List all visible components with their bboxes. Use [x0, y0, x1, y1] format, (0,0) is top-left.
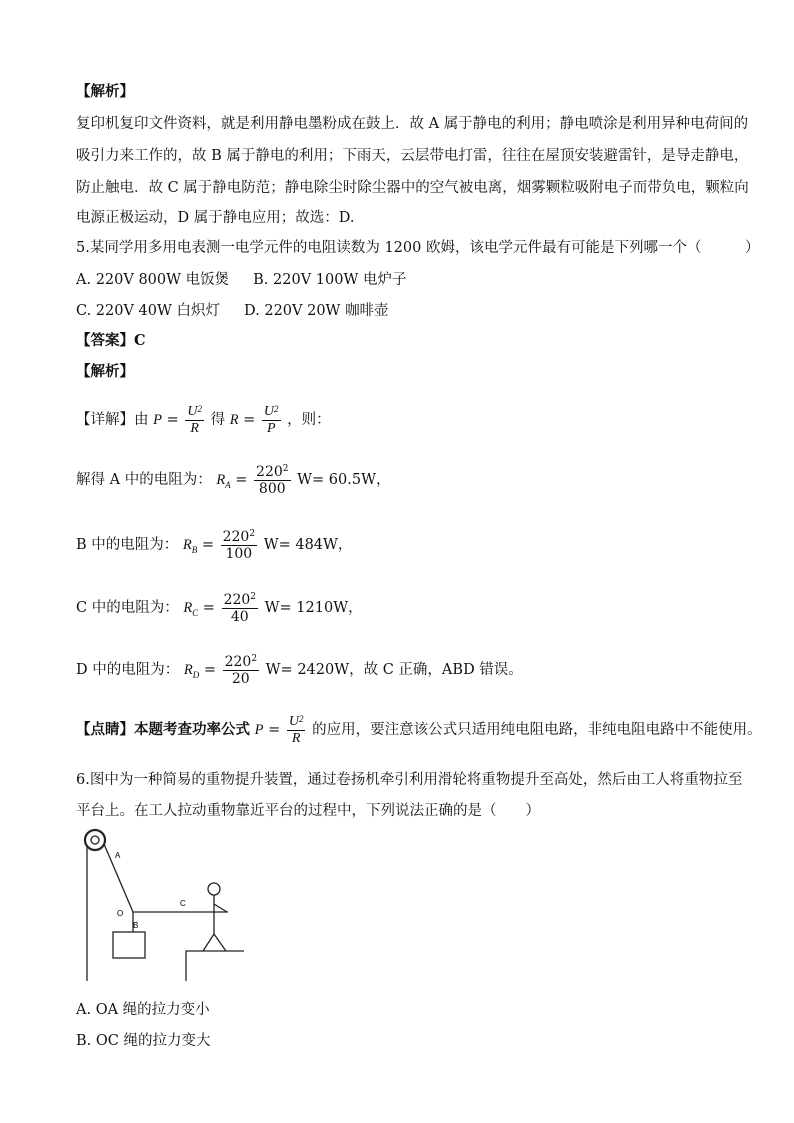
rd-fraction: [223, 654, 259, 687]
rb-label: B 中的电阻为：: [76, 537, 179, 553]
ra-symbol: $R_A$: [216, 472, 231, 490]
rd-result: W= 2420W，故 C 正确，ABD 错误。: [265, 662, 523, 678]
tip-fraction: [287, 714, 306, 747]
worker-head: [208, 883, 220, 895]
analysis-line-1: 复印机复印文件资料，就是利用静电墨粉成在鼓上．故 A 属于静电的利用；静电喷涂是利用异种电荷间的: [76, 116, 749, 132]
formula-eq-2: =: [243, 412, 256, 428]
pulley-wheel: [85, 830, 105, 850]
question-6-stem-2: 平台上。在工人拉动重物靠近平台的过程中，下列说法正确的是（ ）: [76, 803, 540, 819]
q5-option-a: A. 220V 800W 电饭煲: [76, 272, 230, 288]
q5-rc-line: [76, 588, 363, 633]
analysis-line-3: 防止触电．故 C 属于静电防范；静电除尘时除尘器中的空气被电离，烟雾颗粒吸附电子而带负电，颗粒向: [76, 180, 749, 196]
detail-mid: 得: [210, 412, 226, 428]
tip-prefix: 【点睛】本题考查功率公式: [76, 721, 250, 738]
q5-tip-line: [76, 710, 762, 750]
q5-detail-line: [76, 400, 331, 440]
rc-result: W= 1210W，: [264, 600, 363, 616]
fraction-denominator: R: [190, 420, 199, 436]
fraction-numerator: $U^2$: [187, 403, 202, 419]
question-5-stem: 5.某同学用多用电表测一电学元件的电阻读数为 1200 欧姆，该电学元件最有可能是下列哪一个（ ）: [76, 240, 760, 256]
label-b: B: [133, 921, 139, 930]
ra-fraction: [254, 464, 290, 497]
fraction-u2-over-r: [185, 404, 204, 437]
worker-legs: [203, 934, 226, 951]
rc-fraction: [222, 592, 258, 625]
q6-option-a: A. OA 绳的拉力变小: [76, 1002, 210, 1018]
ra-denominator: 800: [258, 480, 286, 497]
weight-box: [113, 932, 145, 958]
rd-label: D 中的电阻为：: [76, 662, 180, 678]
rb-eq: =: [201, 537, 214, 553]
q6-option-b: B. OC 绳的拉力变大: [76, 1033, 211, 1049]
rc-label: C 中的电阻为：: [76, 600, 179, 616]
q5-option-d: D. 220V 20W 咖啡壶: [244, 303, 389, 319]
detail-prefix: 【详解】由: [76, 412, 149, 428]
rd-symbol: $R_D$: [183, 662, 200, 680]
ra-result: W= 60.5W，: [297, 472, 391, 488]
rc-symbol: $R_C$: [183, 600, 199, 618]
formula-eq: =: [166, 412, 179, 428]
pulley-diagram: [76, 828, 246, 986]
rb-fraction: [221, 529, 257, 562]
rb-result: W= 484W，: [263, 537, 353, 553]
question-6-stem-1: 6.图中为一种简易的重物提升装置，通过卷扬机牵引利用滑轮将重物提升至高处，然后由工人将重物拉至: [76, 772, 743, 788]
tip-formula-eq: =: [268, 722, 281, 738]
analysis-line-4: 电源正极运动，D 属于静电应用；故选：D.: [76, 210, 355, 226]
question-5-options-row-1: [76, 270, 406, 290]
formula-p: P: [153, 412, 162, 428]
rb-denominator: 100: [225, 545, 253, 562]
question-5-options-row-2: [76, 301, 389, 321]
q5-rd-line: [76, 650, 523, 695]
label-c: C: [180, 899, 186, 908]
tip-numerator: $U^2$: [288, 713, 304, 729]
rb-symbol: $R_B$: [182, 537, 198, 555]
rc-denominator: 40: [230, 608, 249, 625]
fraction-u2-over-p: [262, 404, 281, 437]
q5-answer: 【答案】C: [76, 332, 146, 349]
tip-formula-p: P: [254, 722, 264, 738]
label-a: A: [115, 851, 121, 860]
fraction-denominator: P: [266, 420, 276, 436]
tip-suffix: 的应用，要注意该公式只适用纯电阻电路，非纯电阻电路中不能使用。: [312, 722, 762, 738]
rc-eq: =: [202, 600, 215, 616]
rb-numerator: $220^2$: [222, 528, 256, 545]
rd-denominator: 20: [231, 670, 250, 687]
rd-eq: =: [203, 662, 216, 678]
q5-rb-line: [76, 525, 352, 570]
platform: [186, 951, 244, 981]
label-o: O: [117, 909, 124, 918]
rc-numerator: $220^2$: [223, 591, 257, 608]
formula-r: R: [229, 412, 239, 428]
worker-arm: [214, 904, 227, 912]
ra-numerator: $220^2$: [256, 463, 289, 480]
detail-suffix: ，则：: [287, 412, 331, 428]
fraction-numerator: $U^2$: [263, 403, 279, 419]
q5-ra-line: [76, 460, 390, 505]
q5-option-c: C. 220V 40W 白炽灯: [76, 303, 221, 319]
q5-option-b: B. 220V 100W 电炉子: [253, 272, 407, 288]
ra-eq: =: [235, 472, 248, 488]
ra-label: 解得 A 中的电阻为：: [76, 472, 212, 488]
analysis-line-2: 吸引力来工作的，故 B 属于静电的利用；下雨天，云层带电打雷，往往在屋顶安装避雷针，是导走静电，: [76, 148, 749, 164]
tip-denominator: R: [291, 730, 301, 746]
q5-analysis-heading: 【解析】: [76, 363, 134, 380]
analysis-heading: 【解析】: [76, 83, 134, 100]
rd-numerator: $220^2$: [224, 653, 258, 670]
